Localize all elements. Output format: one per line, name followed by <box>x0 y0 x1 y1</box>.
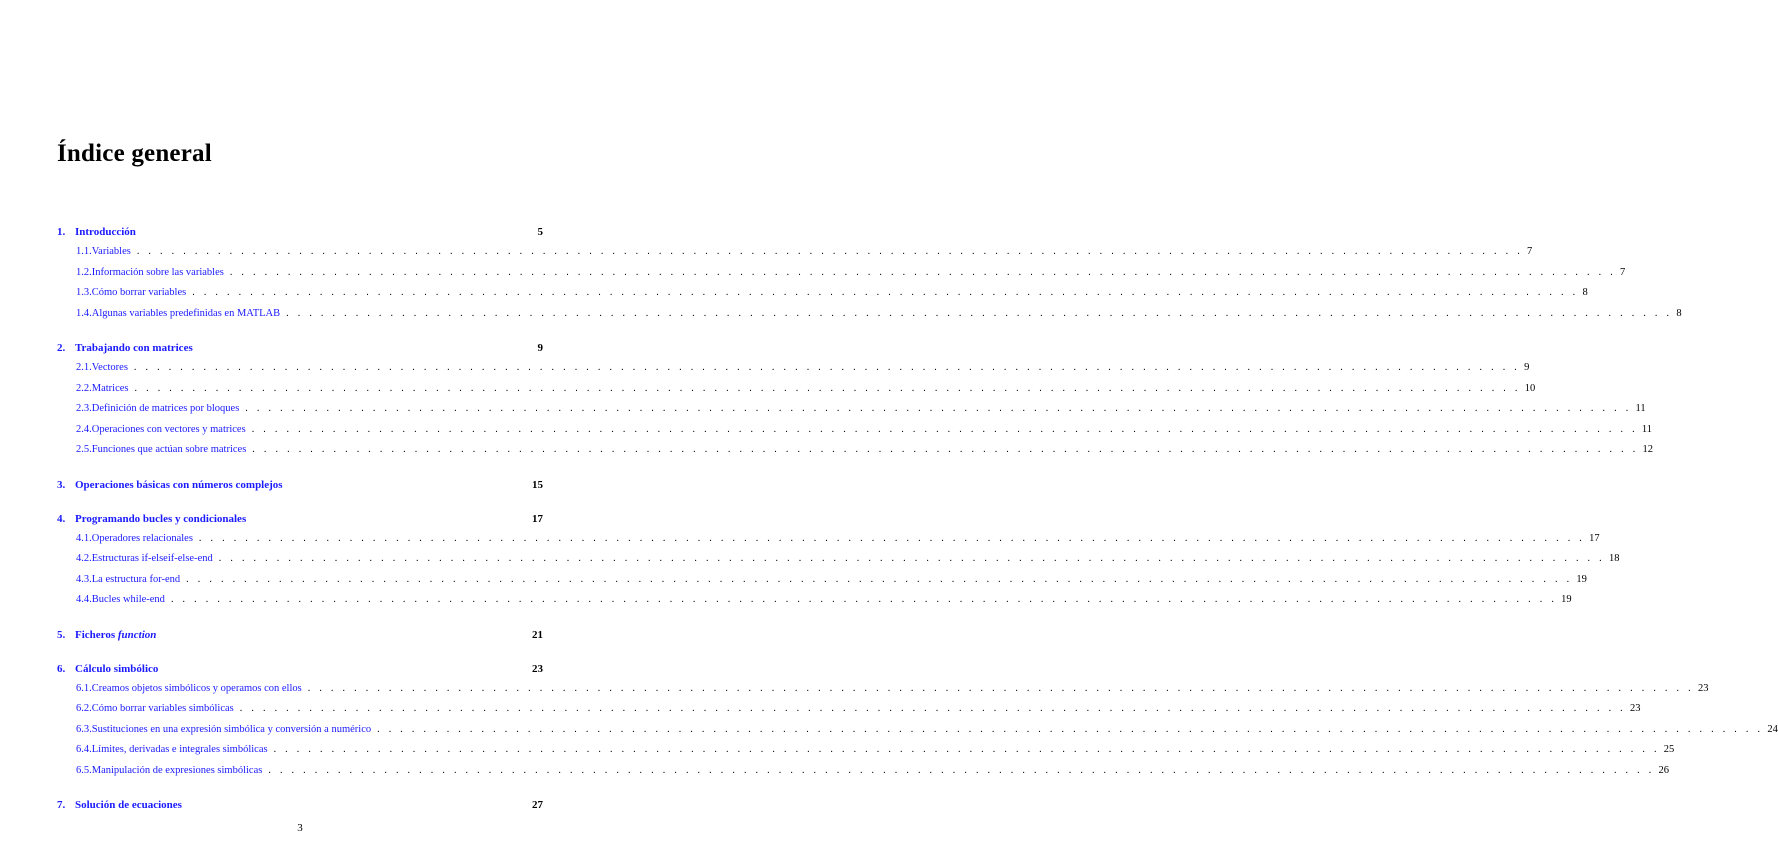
toc-section-link[interactable] <box>57 764 1670 786</box>
table-of-contents <box>57 226 1778 819</box>
chapter-page-number: 15 <box>532 478 543 491</box>
section-title: Límites, derivadas e integrales simbólicas <box>91 744 268 755</box>
toc-section-link[interactable] <box>57 573 1587 595</box>
section-title: Bucles while-end <box>91 594 165 605</box>
dot-leader: . . . . . . . . . . . . . . . . . . . . . . . . . . . . . . . . . . . . . . . . . . . . . . . . . . . . . . . . . . . . . . . . . . . . . . . . . . . . . . . . . . . . . . . . . . . . . . . . . . . . . . . . . . . . . . . . . . . . . . . . <box>268 764 1655 776</box>
toc-chapter-link[interactable] <box>57 513 543 533</box>
toc-section-link[interactable] <box>57 532 1600 554</box>
dot-leader: . . . . . . . . . . . . . . . . . . . . . . . . . . . . . . . . . . . . . . . . . . . . . . . . . . . . . . . . . . . . . . . . . . . . . . . . . . . . . . . . . . . . . . . . . . . . . . . . . . . . . . . . . . . . . . . . . . . . . . . . <box>239 703 1626 714</box>
page-title: Índice general <box>57 140 212 167</box>
chapter-title <box>75 479 525 491</box>
section-number: 6.5. <box>76 764 92 776</box>
toc-section-link[interactable] <box>57 287 1588 308</box>
section-number: 4.3. <box>76 573 92 585</box>
chapter-title <box>75 513 525 525</box>
section-number: 4.2. <box>76 553 92 564</box>
section-number: 2.1. <box>76 362 92 373</box>
toc-section-link[interactable] <box>57 266 1626 288</box>
section-number: 6.1. <box>76 682 92 694</box>
section-page-number: 24 <box>1767 723 1778 735</box>
section-number: 1.1. <box>76 246 92 257</box>
section-title: Estructuras if-elseif-else-end <box>91 553 213 564</box>
section-title: Cómo borrar variables <box>91 287 187 298</box>
toc-chapter-link[interactable] <box>57 226 543 246</box>
section-title: La estructura for-end <box>91 573 181 585</box>
section-page-number: 17 <box>1589 532 1600 544</box>
section-page-number: 26 <box>1658 764 1670 776</box>
section-title: Vectores <box>91 362 128 373</box>
dot-leader: . . . . . . . . . . . . . . . . . . . . . . . . . . . . . . . . . . . . . . . . . . . . . . . . . . . . . . . . . . . . . . . . . . . . . . . . . . . . . . . . . . . . . . . . . . . . . . . . . . . . . . . . . . . . . . . . . . . . . . . . <box>134 382 1521 394</box>
section-title: Cómo borrar variables simbólicas <box>91 703 234 714</box>
section-title: Creamos objetos simbólicos y operamos con ellos <box>91 682 302 694</box>
section-number: 2.2. <box>76 382 92 394</box>
chapter-title <box>75 663 525 675</box>
chapter-number: 1. <box>57 226 66 238</box>
toc-section-link[interactable] <box>57 362 1530 383</box>
dot-leader: . . . . . . . . . . . . . . . . . . . . . . . . . . . . . . . . . . . . . . . . . . . . . . . . . . . . . . . . . . . . . . . . . . . . . . . . . . . . . . . . . . . . . . . . . . . . . . . . . . . . . . . . . . . . . . . . . . . . . . . . <box>229 266 1617 278</box>
chapter-title <box>75 799 525 811</box>
chapter-number: 3. <box>57 478 66 491</box>
section-page-number: 18 <box>1608 553 1620 564</box>
toc-section-link[interactable] <box>57 744 1675 765</box>
section-title: Operadores relacionales <box>91 532 193 544</box>
section-title: Variables <box>91 246 131 257</box>
chapter-page-number: 9 <box>537 342 543 354</box>
dot-leader: . . . . . . . . . . . . . . . . . . . . . . . . . . . . . . . . . . . . . . . . . . . . . . . . . . . . . . . . . . . . . . . . . . . . . . . . . . . . . . . . . . . . . . . . . . . . . . . . . . . . . . . . . . . . . . . . . . . . . . . . <box>170 594 1558 605</box>
dot-leader: . . . . . . . . . . . . . . . . . . . . . . . . . . . . . . . . . . . . . . . . . . . . . . . . . . . . . . . . . . . . . . . . . . . . . . . . . . . . . . . . . . . . . . . . . . . . . . . . . . . . . . . . . . . . . . . . . . . . . . . . <box>252 444 1639 455</box>
toc-section-link[interactable] <box>57 403 1646 424</box>
section-title: Matrices <box>91 382 129 394</box>
chapter-title-text: Introducción <box>75 226 136 238</box>
toc-section-link[interactable] <box>57 553 1620 574</box>
section-title: Información sobre las variables <box>91 266 224 278</box>
toc-chapter-link[interactable] <box>57 663 543 683</box>
section-page-number: 8 <box>1582 287 1588 298</box>
section-number: 2.4. <box>76 423 92 435</box>
section-number: 6.2. <box>76 703 92 714</box>
chapter-title-text: Trabajando con matrices <box>75 342 193 354</box>
toc-chapter-link[interactable] <box>57 479 543 499</box>
section-page-number: 11 <box>1641 423 1653 435</box>
section-page-number: 23 <box>1629 703 1641 714</box>
chapter-number: 7. <box>57 799 66 811</box>
section-page-number: 23 <box>1697 682 1709 694</box>
section-page-number: 8 <box>1676 307 1682 319</box>
section-page-number: 12 <box>1642 444 1653 455</box>
chapter-title-italic: function <box>117 628 157 641</box>
section-page-number: 25 <box>1663 744 1675 755</box>
dot-leader: . . . . . . . . . . . . . . . . . . . . . . . . . . . . . . . . . . . . . . . . . . . . . . . . . . . . . . . . . . . . . . . . . . . . . . . . . . . . . . . . . . . . . . . . . . . . . . . . . . . . . . . . . . . . . . . . . . . . . . . . <box>218 553 1605 564</box>
toc-section-link[interactable] <box>57 723 1778 745</box>
dot-leader: . . . . . . . . . . . . . . . . . . . . . . . . . . . . . . . . . . . . . . . . . . . . . . . . . . . . . . . . . . . . . . . . . . . . . . . . . . . . . . . . . . . . . . . . . . . . . . . . . . . . . . . . . . . . . . . . . . . . . . . . <box>136 246 1524 257</box>
section-number: 1.2. <box>76 266 92 278</box>
section-number: 4.1. <box>76 532 92 544</box>
toc-section-link[interactable] <box>57 382 1536 404</box>
section-number: 6.4. <box>76 744 92 755</box>
dot-leader: . . . . . . . . . . . . . . . . . . . . . . . . . . . . . . . . . . . . . . . . . . . . . . . . . . . . . . . . . . . . . . . . . . . . . . . . . . . . . . . . . . . . . . . . . . . . . . . . . . . . . . . . . . . . . . . . . . . . . . . . <box>251 423 1638 435</box>
chapter-page-number: 5 <box>537 226 543 238</box>
dot-leader: . . . . . . . . . . . . . . . . . . . . . . . . . . . . . . . . . . . . . . . . . . . . . . . . . . . . . . . . . . . . . . . . . . . . . . . . . . . . . . . . . . . . . . . . . . . . . . . . . . . . . . . . . . . . . . . . . . . . . . . . <box>198 532 1586 544</box>
dot-leader: . . . . . . . . . . . . . . . . . . . . . . . . . . . . . . . . . . . . . . . . . . . . . . . . . . . . . . . . . . . . . . . . . . . . . . . . . . . . . . . . . . . . . . . . . . . . . . . . . . . . . . . . . . . . . . . . . . . . . . . . <box>273 744 1660 755</box>
section-number: 4.4. <box>76 594 92 605</box>
page-number: 3 <box>297 822 303 834</box>
section-number: 6.3. <box>76 723 92 735</box>
chapter-page-number: 27 <box>532 799 543 811</box>
section-page-number: 11 <box>1635 403 1646 414</box>
toc-section-link[interactable] <box>57 594 1572 615</box>
chapter-page-number: 17 <box>532 512 543 525</box>
chapter-title-text: Solución de ecuaciones <box>75 799 182 811</box>
section-title: Operaciones con vectores y matrices <box>91 423 246 435</box>
section-page-number: 7 <box>1527 246 1533 257</box>
section-page-number: 19 <box>1576 573 1587 585</box>
section-page-number: 9 <box>1524 362 1530 373</box>
dot-leader: . . . . . . . . . . . . . . . . . . . . . . . . . . . . . . . . . . . . . . . . . . . . . . . . . . . . . . . . . . . . . . . . . . . . . . . . . . . . . . . . . . . . . . . . . . . . . . . . . . . . . . . . . . . . . . . . . . . . . . . . <box>245 403 1632 414</box>
toc-chapter-link[interactable] <box>57 629 543 649</box>
toc-section-link[interactable] <box>57 682 1709 704</box>
dot-leader: . . . . . . . . . . . . . . . . . . . . . . . . . . . . . . . . . . . . . . . . . . . . . . . . . . . . . . . . . . . . . . . . . . . . . . . . . . . . . . . . . . . . . . . . . . . . . . . . . . . . . . . . . . . . . . . . . . . . . . . . <box>133 362 1521 373</box>
chapter-page-number: 21 <box>532 628 543 641</box>
chapter-title-text: Programando bucles y condicionales <box>75 512 247 525</box>
chapter-number: 4. <box>57 512 66 525</box>
chapter-title-text: Operaciones básicas con números complejos <box>75 478 283 491</box>
toc-chapter-link[interactable] <box>57 799 543 819</box>
dot-leader: . . . . . . . . . . . . . . . . . . . . . . . . . . . . . . . . . . . . . . . . . . . . . . . . . . . . . . . . . . . . . . . . . . . . . . . . . . . . . . . . . . . . . . . . . . . . . . . . . . . . . . . . . . . . . . . . . . . . . . . . <box>377 723 1764 735</box>
chapter-title <box>75 226 525 238</box>
section-title: Definición de matrices por bloques <box>91 403 240 414</box>
chapter-number: 6. <box>57 662 66 675</box>
section-page-number: 7 <box>1620 266 1626 278</box>
dot-leader: . . . . . . . . . . . . . . . . . . . . . . . . . . . . . . . . . . . . . . . . . . . . . . . . . . . . . . . . . . . . . . . . . . . . . . . . . . . . . . . . . . . . . . . . . . . . . . . . . . . . . . . . . . . . . . . . . . . . . . . . <box>307 682 1694 694</box>
chapter-number: 5. <box>57 628 66 641</box>
section-number: 2.3. <box>76 403 92 414</box>
section-title: Sustituciones en una expresión simbólica y conversión a numérico <box>91 723 372 735</box>
chapter-title <box>75 629 525 641</box>
toc-chapter-link[interactable] <box>57 342 543 362</box>
chapter-title-text: Ficheros <box>75 628 116 641</box>
section-number: 1.4. <box>76 307 92 319</box>
section-title: Algunas variables predefinidas en MATLAB <box>91 307 281 319</box>
chapter-page-number: 23 <box>532 662 543 675</box>
dot-leader: . . . . . . . . . . . . . . . . . . . . . . . . . . . . . . . . . . . . . . . . . . . . . . . . . . . . . . . . . . . . . . . . . . . . . . . . . . . . . . . . . . . . . . . . . . . . . . . . . . . . . . . . . . . . . . . . . . . . . . . . <box>192 287 1579 298</box>
section-page-number: 10 <box>1524 382 1536 394</box>
section-title: Funciones que actúan sobre matrices <box>91 444 247 455</box>
chapter-number: 2. <box>57 342 66 354</box>
toc-section-link[interactable] <box>57 444 1653 465</box>
toc-section-link[interactable] <box>57 307 1682 329</box>
section-number: 1.3. <box>76 287 92 298</box>
section-title: Manipulación de expresiones simbólicas <box>91 764 263 776</box>
chapter-title <box>75 342 525 354</box>
dot-leader: . . . . . . . . . . . . . . . . . . . . . . . . . . . . . . . . . . . . . . . . . . . . . . . . . . . . . . . . . . . . . . . . . . . . . . . . . . . . . . . . . . . . . . . . . . . . . . . . . . . . . . . . . . . . . . . . . . . . . . . . <box>186 573 1573 585</box>
section-page-number: 19 <box>1561 594 1572 605</box>
toc-section-link[interactable] <box>57 703 1641 724</box>
dot-leader: . . . . . . . . . . . . . . . . . . . . . . . . . . . . . . . . . . . . . . . . . . . . . . . . . . . . . . . . . . . . . . . . . . . . . . . . . . . . . . . . . . . . . . . . . . . . . . . . . . . . . . . . . . . . . . . . . . . . . . . . <box>286 307 1673 319</box>
chapter-title-text: Cálculo simbólico <box>75 662 159 675</box>
section-number: 2.5. <box>76 444 92 455</box>
toc-section-link[interactable] <box>57 423 1653 445</box>
toc-section-link[interactable] <box>57 246 1533 267</box>
